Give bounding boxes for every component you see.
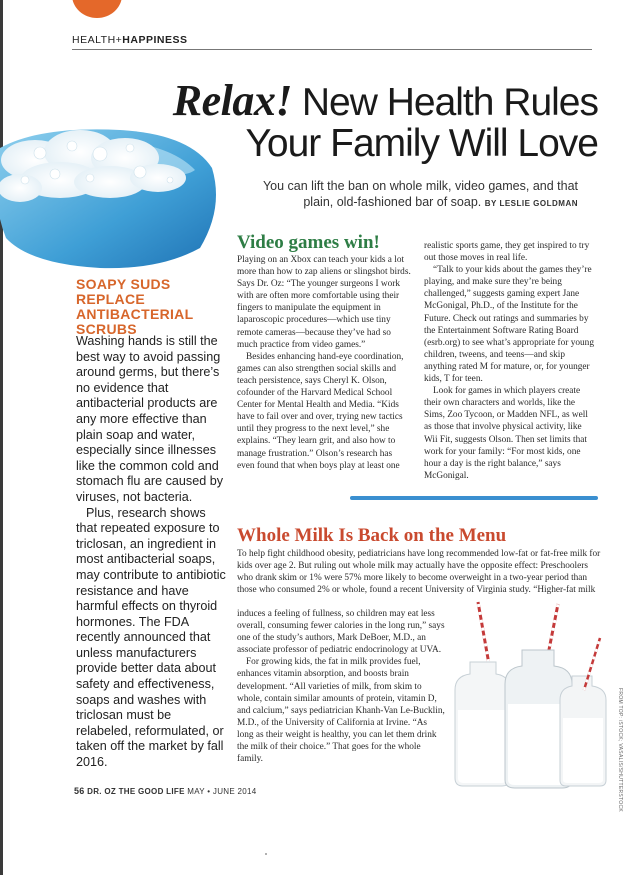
section-divider: [350, 496, 598, 500]
section-rule: [72, 49, 592, 50]
whole-milk-heading: Whole Milk Is Back on the Menu: [237, 525, 507, 546]
body-paragraph: induces a feeling of fullness, so children may eat less overall, consuming fewer calories in the long run,” says one of the study’s authors, Mark DeBoer, M.D., an associate professor of pediatric endocrinology at UVA.: [237, 609, 445, 656]
body-paragraph: “Talk to your kids about the games they’re playing, and make sure they’re being challenged,” suggests gaming expert Jane McGonigal, Ph.D., of the Institute for the Future. Check out ratings and summaries by the Entertainment Software Rating Board (esrb.org) to see what’s appropriate for young children, tweens, and teens—and skip anything rated M for mature, or, for younger kids, T for teen.: [424, 265, 594, 385]
section-health: HEALTH: [72, 34, 116, 46]
page-footer: [74, 786, 257, 796]
page-number: 56: [74, 786, 85, 796]
deck-text: You can lift the ban on whole milk, video games, and that plain, old-fashioned bar of soap.: [262, 179, 578, 209]
body-paragraph: Playing on an Xbox can teach your kids a lot more than how to zap aliens or slingshot birds. Says Dr. Oz: “The younger surgeons I work with are often more comfortable using their fingers to manipulate the equipment in laparoscopic procedures—which use tiny remote cameras—because they’ve had so much practice from video games.”: [237, 255, 411, 350]
headline-line2: Your Family Will Love: [245, 122, 598, 165]
body-paragraph: For growing kids, the fat in milk provides fuel, enhances vitamin absorption, and boosts brain development. “All varieties of milk, from skim to whole, contain similar amounts of protein, vitamin D, and calcium,” says pediatrician Khanh-Van Le-Bucklin, M.D., of the University of California at Irvine. “As long as their weight is healthy, you can let them drink the milk of their choice.” That goes for the whole family.: [237, 657, 445, 765]
video-games-column-2: [424, 240, 596, 482]
body-paragraph: Besides enhancing hand-eye coordination, games can also strengthen social skills and teach persistence, says Cheryl K. Olson, cofounder of the Harvard Medical School Center for Mental Health and Media. “Kids have to fail over and over, trying new tactics until they progress to the next level,” she explains. “They learn grit, and also how to manage frustration.” Olson’s research has even found that when boys play at least one: [237, 351, 404, 471]
video-games-heading: Video games win!: [237, 232, 380, 253]
byline: BY LESLIE GOLDMAN: [484, 199, 578, 208]
photo-credit: FROM TOP: iSTOCK; VASALIS/SHUTTERSTOCK: [617, 688, 623, 813]
body-paragraph: To help fight childhood obesity, pediatricians have long recommended low-fat or fat-free milk for kids over age 2. But ruling out whole milk may actually have the opposite effect: Preschoolers who drank skim or 1% were 57% more likely to become overweight in a two-year period than those who consumed 2% or whole, found a recent University of Virginia study. “Higher-fat milk: [237, 549, 601, 596]
orange-tab-marker: [72, 0, 122, 18]
soap-bar-image: [0, 108, 230, 276]
sidebar-paragraph: Washing hands is still the best way to avoid passing around germs, but there’s no evidence that antibacterial products are any more effective than plain soap and water, especially since illnesses like the common cold and stomach flu are caused by viruses, not bacteria.: [76, 334, 224, 504]
section-happiness: HAPPINESS: [122, 34, 188, 46]
issue-date: MAY • JUNE 2014: [187, 787, 257, 796]
body-paragraph: realistic sports game, they get inspired to try out those moves in real life.: [424, 241, 590, 264]
sidebar-paragraph: Plus, research shows that repeated exposure to triclosan, an ingredient in most antibacterial soaps, may contribute to antibiotic resistance and have harmful effects on thyroid hormones. The FDA recently announced that unless manufacturers provide better data about safety and effectiveness, soaps and washes with triclosan must be relabeled, reformulated, or taken off the market by fall 2016.: [76, 505, 226, 770]
magazine-name: DR. OZ THE GOOD LIFE: [87, 787, 185, 796]
video-games-column-1: [237, 254, 411, 472]
section-label: [72, 34, 187, 46]
headline-relax: Relax!: [172, 76, 293, 125]
sidebar-body: [76, 334, 226, 771]
whole-milk-column: [237, 608, 445, 765]
whole-milk-lead: [237, 548, 601, 596]
sidebar-title: SOAPY SUDS REPLACE ANTIBACTERIAL SCRUBS: [76, 276, 194, 337]
body-paragraph: Look for games in which players create their own characters and worlds, like the Sims, Zoo Tycoon, or Madden NFL, as well as those that involve physical activity, like Wii Fit, suggests Olson. Then set limits that work for your family: “For most kids, one hour a day is the right balance,” says McGonigal.: [424, 386, 588, 481]
headline-line1: New Health Rules: [292, 81, 598, 124]
deck: [238, 178, 578, 212]
milk-bottles-image: [450, 600, 610, 790]
scan-speck: [265, 853, 267, 855]
section-plus: +: [115, 34, 123, 46]
